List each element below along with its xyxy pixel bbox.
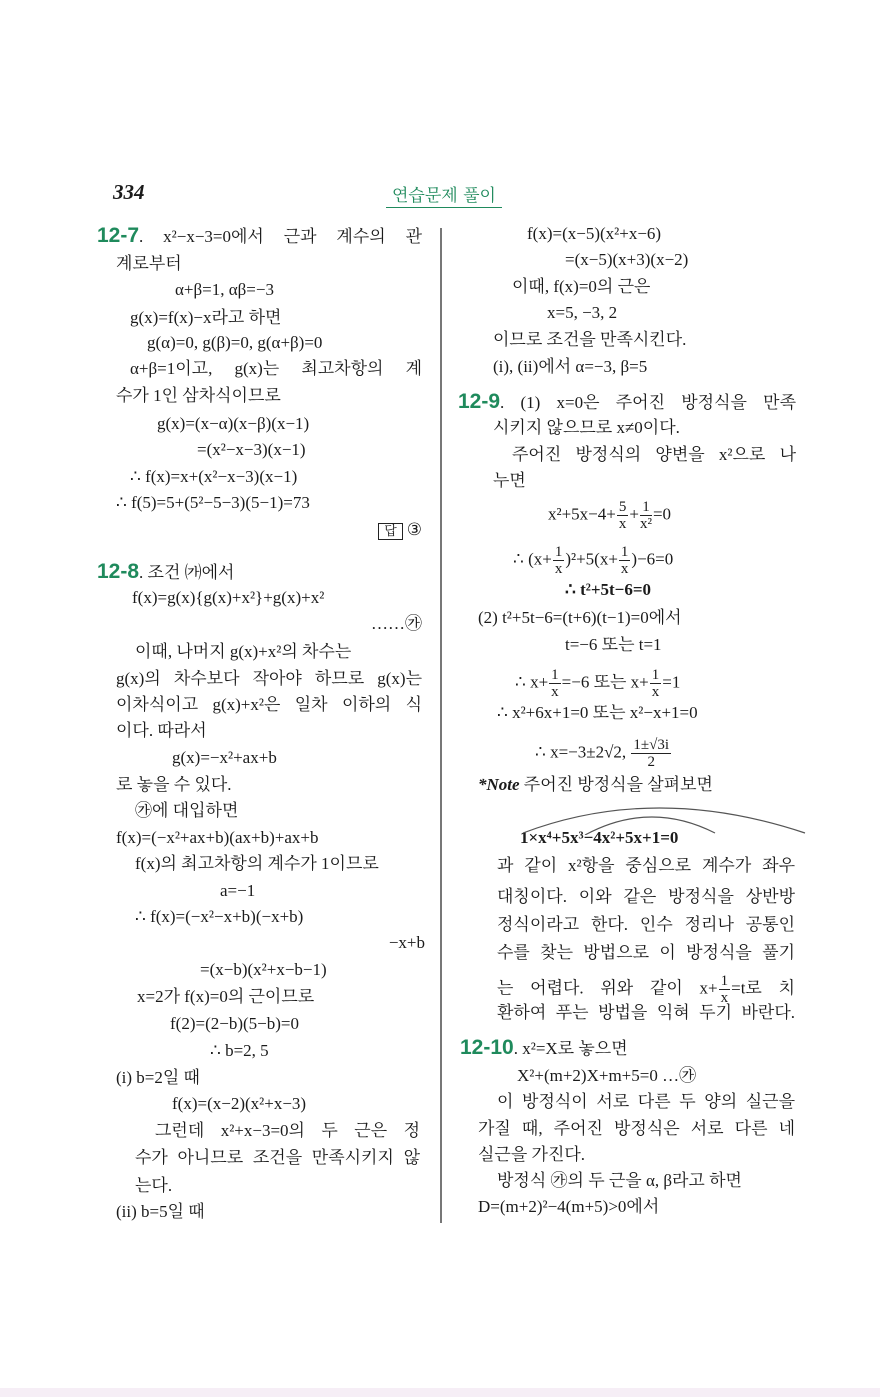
problem-number: 12-8 [97,560,140,583]
text-line [116,385,281,407]
text-segment: ∴ x+ [515,672,549,692]
problem-number: 12-10 [460,1036,514,1059]
text-segment: g(x)=f(x)−x라고 하면 [130,308,282,327]
text-line [116,720,207,742]
text-segment: g(α)=0, g(β)=0, g(α+β)=0 [147,333,323,352]
fraction-denominator: x [720,990,729,1006]
text-segment: 이차식이고 g(x)+x²은 일차 이하의 식 [116,695,422,714]
text-segment: (i) b=2일 때 [116,1068,200,1087]
text-segment: 과 같이 x²항을 중심으로 계수가 좌우 [497,856,795,875]
text-segment: =1 [662,672,681,692]
text-line [497,942,795,964]
text-segment: 수가 아니므로 조건을 만족시키지 않 [135,1148,420,1167]
text-line [175,279,274,301]
text-segment: ∴ f(x)=x+(x²−x−3)(x−1) [130,467,298,486]
text-line [493,417,680,439]
text-line [330,613,422,635]
text-line [155,1120,420,1142]
text-line [97,561,234,584]
text-line [565,634,662,656]
text-line [460,1037,628,1060]
problem-number: 12-7 [97,224,140,247]
text-line [116,492,310,514]
text-line [478,774,713,796]
text-segment: (2) t²+5t−6=(t+6)(t−1)=0에서 [478,608,682,627]
fraction-denominator: 2 [647,754,655,770]
text-line [493,329,686,351]
text-line [116,774,232,796]
text-segment: 계로부터 [116,254,182,273]
text-line [172,747,277,769]
column-divider [440,228,442,1223]
text-line [515,667,680,700]
text-line [548,499,671,532]
fraction-denominator: x [651,684,660,700]
text-segment: X²+(m+2)X+m+5=0 …㉮ [517,1066,697,1085]
text-line [527,223,661,245]
text-segment: 환하여 푸는 방법을 익혀 두기 바란다. [497,1003,795,1022]
fraction-denominator: x [554,561,563,577]
text-line [535,737,672,770]
text-line [513,544,673,577]
text-segment: x=5, −3, 2 [547,303,618,322]
text-segment: ∴ x=−3±2√2, [535,742,631,762]
text-segment: ……㉮ [371,614,422,633]
text-segment: 누면 [493,471,526,490]
text-line [565,579,651,601]
text-line [157,413,309,435]
text-line [116,1067,200,1089]
text-segment: 그런데 x²+x−3=0의 두 근은 정 [155,1121,420,1140]
text-line [172,1093,306,1115]
text-segment: g(x)의 차수보다 작아야 하므로 g(x)는 [116,669,422,688]
text-segment: =(x−5)(x+3)(x−2) [565,250,689,269]
text-segment: ∴ t²+5t−6=0 [565,580,652,599]
text-line [135,1175,172,1197]
note-label: *Note [478,775,520,794]
text-line [116,668,422,690]
text-line [197,439,306,461]
text-segment: 이 방정식이 서로 다른 두 양의 실근을 [497,1092,795,1111]
running-title: 연습문제 풀이 [386,181,502,208]
text-segment: ∴ b=2, 5 [210,1041,269,1060]
text-segment: =−6 또는 x+ [561,672,649,692]
fraction-denominator: x [551,684,559,700]
text-line [116,1201,205,1223]
page-number: 334 [113,180,145,204]
text-segment: . (1) x=0은 주어진 방정식을 만족 [500,393,796,412]
text-line [497,1002,795,1024]
text-line [116,694,422,716]
text-segment: t=−6 또는 t=1 [565,635,662,654]
text-line [497,702,698,724]
text-segment: ③ [406,520,422,539]
text-segment: f(x)의 최고차항의 계수가 1이므로 [135,854,379,873]
text-segment: x=2가 f(x)=0의 근이므로 [137,987,315,1006]
text-segment: 정식이라고 한다. 인수 정리나 공통인 [497,915,795,934]
text-segment: 이므로 조건을 만족시킨다. [493,330,687,349]
symmetry-arcs [515,795,815,835]
text-segment: f(x)=g(x){g(x)+x²}+g(x)+x² [132,588,325,607]
text-segment: =(x−b)(x²+x−b−1) [200,960,327,979]
fraction [640,499,652,532]
text-line [330,519,422,543]
text-line [135,906,303,928]
fraction-numerator: 1 [554,544,563,560]
text-segment: 가질 때, 주어진 방정식은 서로 다른 네 [478,1119,795,1138]
text-segment: D=(m+2)²−4(m+5)>0에서 [478,1197,660,1216]
text-segment: . x²=X로 놓으면 [513,1039,628,1058]
text-line [220,880,255,902]
text-segment: + [629,504,639,524]
text-segment: 시키지 않으므로 x≠0이다. [493,418,680,437]
text-segment: =(x²−x−3)(x−1) [197,440,306,459]
problem-number: 12-9 [458,390,501,413]
fraction-denominator: x² [639,516,652,532]
text-line [478,1144,585,1166]
text-line [135,800,238,822]
text-segment: )−6=0 [631,549,674,569]
text-line [330,932,425,954]
text-line [116,253,182,275]
text-line [478,607,682,629]
fraction [619,544,631,577]
fraction-numerator: 1 [551,667,559,683]
text-segment: f(2)=(2−b)(5−b)=0 [170,1014,299,1033]
text-line [210,1040,269,1062]
text-line [512,444,796,466]
fraction-numerator: 1 [720,973,729,989]
text-segment: f(x)=(−x²+ax+b)(ax+b)+ax+b [116,828,319,847]
text-line [497,886,795,908]
text-line [130,358,422,380]
text-line [130,307,281,329]
text-line [147,332,322,354]
text-segment: . x²−x−3=0에서 근과 계수의 관 [139,227,422,246]
text-segment: g(x)=(x−α)(x−β)(x−1) [157,414,310,433]
text-segment: =0 [652,504,672,524]
text-segment: g(x)=−x²+ax+b [172,748,277,767]
text-segment: (i), (ii)에서 α=−3, β=5 [493,357,648,376]
text-segment: 이때, f(x)=0의 근은 [512,277,651,296]
text-line [135,1147,420,1169]
text-segment: ∴ (x+ [513,549,552,569]
text-line [116,827,318,849]
text-segment: f(x)=(x−5)(x²+x−6) [527,224,662,243]
text-segment: −x+b [388,933,425,952]
text-segment: ∴ f(5)=5+(5²−5−3)(5−1)=73 [116,493,310,512]
text-segment: α+β=1이고, g(x)는 최고차항의 계 [130,359,422,378]
text-segment: . 조건 ㈎에서 [139,563,235,582]
text-line [497,1170,742,1192]
text-segment: 이다. 따라서 [116,721,207,740]
text-line [135,853,379,875]
text-line [565,249,688,271]
fraction [617,499,629,532]
text-segment: 는다. [135,1176,173,1195]
fraction-numerator: 1 [651,667,660,683]
text-line [97,225,422,248]
text-segment: 주어진 방정식의 양변을 x²으로 나 [512,445,796,464]
fraction [553,544,565,577]
text-segment: =t로 치 [731,978,796,998]
text-line [200,959,327,981]
text-line [170,1013,299,1035]
text-line [497,855,795,877]
text-line [547,302,617,324]
text-segment: )²+5(x+ [565,549,618,569]
text-line [132,587,324,609]
text-line [493,356,647,378]
fraction-denominator: x [618,516,627,532]
fraction [549,667,561,700]
text-line [478,1118,795,1140]
text-segment: (ii) b=5일 때 [116,1202,205,1221]
text-segment: a=−1 [220,881,256,900]
text-segment: 로 놓을 수 있다. [116,775,232,794]
text-line [130,466,297,488]
text-line [493,470,526,492]
text-segment: 수가 1인 삼차식이므로 [116,386,281,405]
fraction [650,667,662,700]
text-segment: 대칭이다. 이와 같은 방정식을 상반방 [497,887,795,906]
text-segment: 방정식 ㉮의 두 근을 α, β라고 하면 [497,1171,742,1190]
text-line [135,641,351,663]
text-line [137,986,314,1008]
text-segment: α+β=1, αβ=−3 [175,280,274,299]
text-segment: 실근을 가진다. [478,1145,586,1164]
text-line [497,1091,795,1113]
fraction-denominator: x [620,561,629,577]
fraction [631,737,671,770]
text-segment: ∴ f(x)=(−x²−x+b)(−x+b) [135,907,304,926]
fraction-numerator: 1±√3i [633,737,670,753]
answer-box: 답 [378,523,403,540]
text-line [497,914,795,936]
text-segment: 이때, 나머지 g(x)+x²의 차수는 [135,642,352,661]
text-segment: 는 어렵다. 위와 같이 x+ [497,978,718,998]
text-segment: 수를 찾는 방법으로 이 방정식을 풀기 [497,943,795,962]
text-segment: 1×x⁴+5x³−4x²+5x+1=0 [520,828,679,847]
text-segment: ㉮에 대입하면 [135,801,239,820]
text-segment: x²+5x−4+ [548,504,616,524]
text-segment: ∴ x²+6x+1=0 또는 x²−x+1=0 [497,703,698,722]
fraction-numerator: 1 [620,544,629,560]
page-bottom-edge [0,1388,880,1397]
text-segment: 주어진 방정식을 살펴보면 [519,775,713,794]
text-line [478,1196,659,1218]
fraction-numerator: 5 [618,499,627,515]
text-line [517,1065,696,1087]
fraction-numerator: 1 [642,499,650,515]
text-segment: f(x)=(x−2)(x²+x−3) [172,1094,307,1113]
text-line [512,276,650,298]
text-line [458,391,796,414]
